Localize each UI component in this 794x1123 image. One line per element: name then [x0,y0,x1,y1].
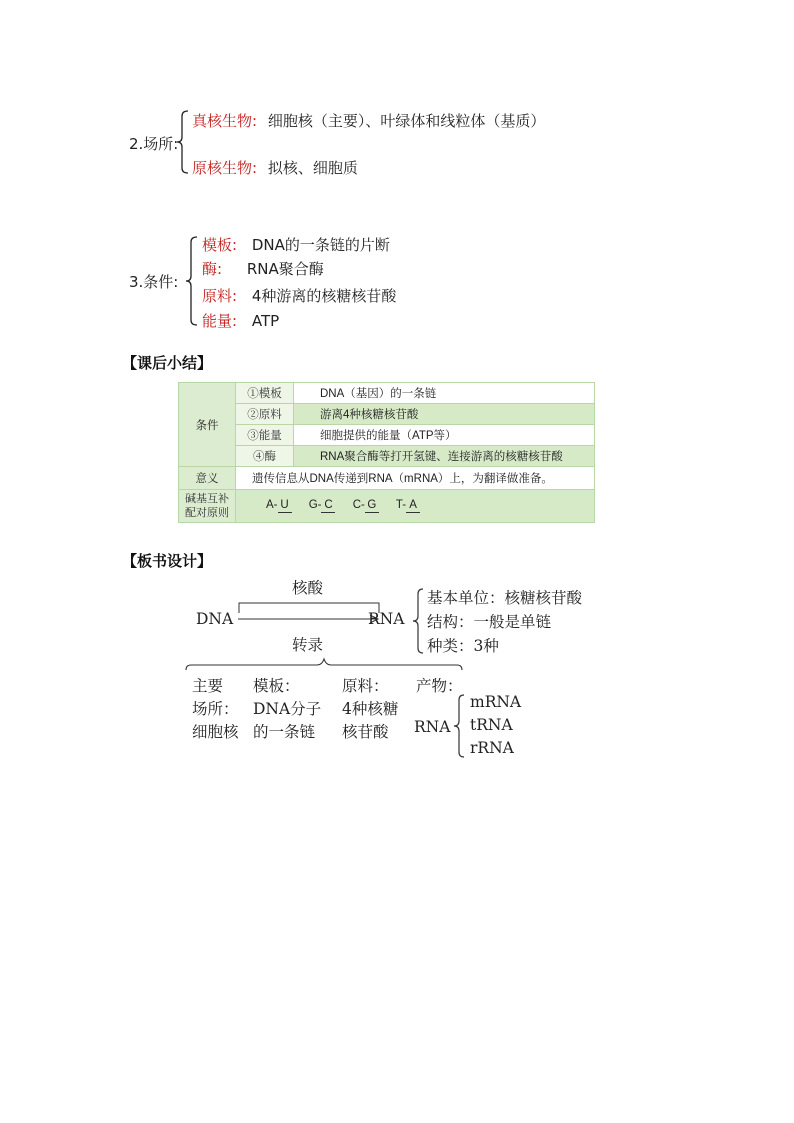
board-arrow-label: 转录 [292,636,324,654]
pair-left: T- [395,499,407,511]
pair-left: G- [308,499,322,511]
place-brace [176,110,190,174]
board-rna-prop: 结构：一般是单链 [427,613,552,631]
place-eukaryote-value: 细胞核（主要）、叶绿体和线粒体（基质） [267,112,546,130]
summary-cell: 游离4种核糖核苷酸 [294,404,595,425]
place-eukaryote [192,110,545,131]
conditions-brace [185,236,199,326]
board-product-brace [452,694,466,758]
board-rna-type: mRNA [470,693,522,711]
board-place-line: 场所： [192,700,239,718]
condition-enzyme-key: 酶: [202,260,223,278]
pair-left: A- [266,499,278,511]
board-template-line: 的一条链 [253,723,316,741]
board-under-brace [184,656,464,672]
summary-row [179,404,595,425]
pair-right: G [365,499,379,513]
pair-right: U [278,499,292,513]
summary-sub-label: ④酶 [236,446,294,467]
condition-energy [202,310,279,331]
board-material-line: 核苷酸 [342,723,389,741]
place-label: 2.场所: [129,135,179,153]
summary-cell: 细胞提供的能量（ATP等） [294,425,595,446]
summary-pairing-label [179,490,236,523]
summary-sub-label: ②原料 [236,404,294,425]
summary-meaning-text: 遗传信息从DNA传递到RNA（mRNA）上，为翻译做准备。 [236,467,595,490]
board-title: 【板书设计】 [122,552,213,570]
summary-row [179,383,595,404]
condition-enzyme [202,258,324,279]
board-template-line: 模板： [253,677,300,695]
place-prokaryote [192,157,358,178]
board-place-line: 主要 [192,677,224,695]
place-prokaryote-key: 原核生物: [192,159,258,177]
summary-pairing-label-line: 配对原则 [185,507,229,519]
condition-material-value: 4种游离的核糖核苷酸 [251,287,397,305]
summary-title: 【课后小结】 [122,354,213,372]
summary-pairs [236,490,595,523]
board-product-rna: RNA [414,718,451,736]
board-dna: DNA [196,610,234,628]
place-eukaryote-key: 真核生物: [192,112,258,130]
condition-template-key: 模板: [202,236,238,254]
board-rna-brace [411,588,425,654]
pair-right: A [406,499,420,513]
condition-enzyme-value: RNA聚合酶 [246,260,324,278]
condition-energy-value: ATP [251,312,280,330]
condition-material [202,285,396,306]
summary-cell: RNA聚合酶等打开氢键、连接游离的核糖核苷酸 [294,446,595,467]
condition-material-key: 原料: [202,287,238,305]
condition-energy-key: 能量: [202,312,238,330]
board-template-line: DNA分子 [253,700,322,718]
board-rna-prop: 基本单位：核糖核苷酸 [427,589,583,607]
board-material-line: 4种核糖 [342,700,399,718]
board-rna: RNA [368,610,405,628]
pair-left: C- [352,499,365,511]
summary-cell: DNA（基因）的一条链 [294,383,595,404]
condition-template-value: DNA的一条链的片断 [251,236,390,254]
summary-row [179,425,595,446]
place-prokaryote-value: 拟核、细胞质 [267,159,358,177]
board-transcription-arrow [236,612,386,626]
summary-pairing-label-line: 碱基互补 [185,493,229,505]
pair-right: C [321,499,335,513]
board-rna-prop: 种类：3种 [427,637,499,655]
summary-sub-label: ③能量 [236,425,294,446]
summary-row [179,446,595,467]
summary-row [179,467,595,490]
summary-table [178,382,595,523]
board-rna-type: rRNA [470,739,514,757]
board-rna-type: tRNA [470,716,513,734]
summary-row [179,490,595,523]
summary-meaning-label: 意义 [179,467,236,490]
summary-sub-label: ①模板 [236,383,294,404]
summary-condition-label: 条件 [179,383,236,467]
conditions-label: 3.条件: [129,273,179,291]
board-material-line: 原料： [342,677,389,695]
condition-template [202,234,390,255]
board-place-line: 细胞核 [192,723,239,741]
board-product-label: 产物： [416,677,463,695]
board-top-label: 核酸 [292,579,324,597]
